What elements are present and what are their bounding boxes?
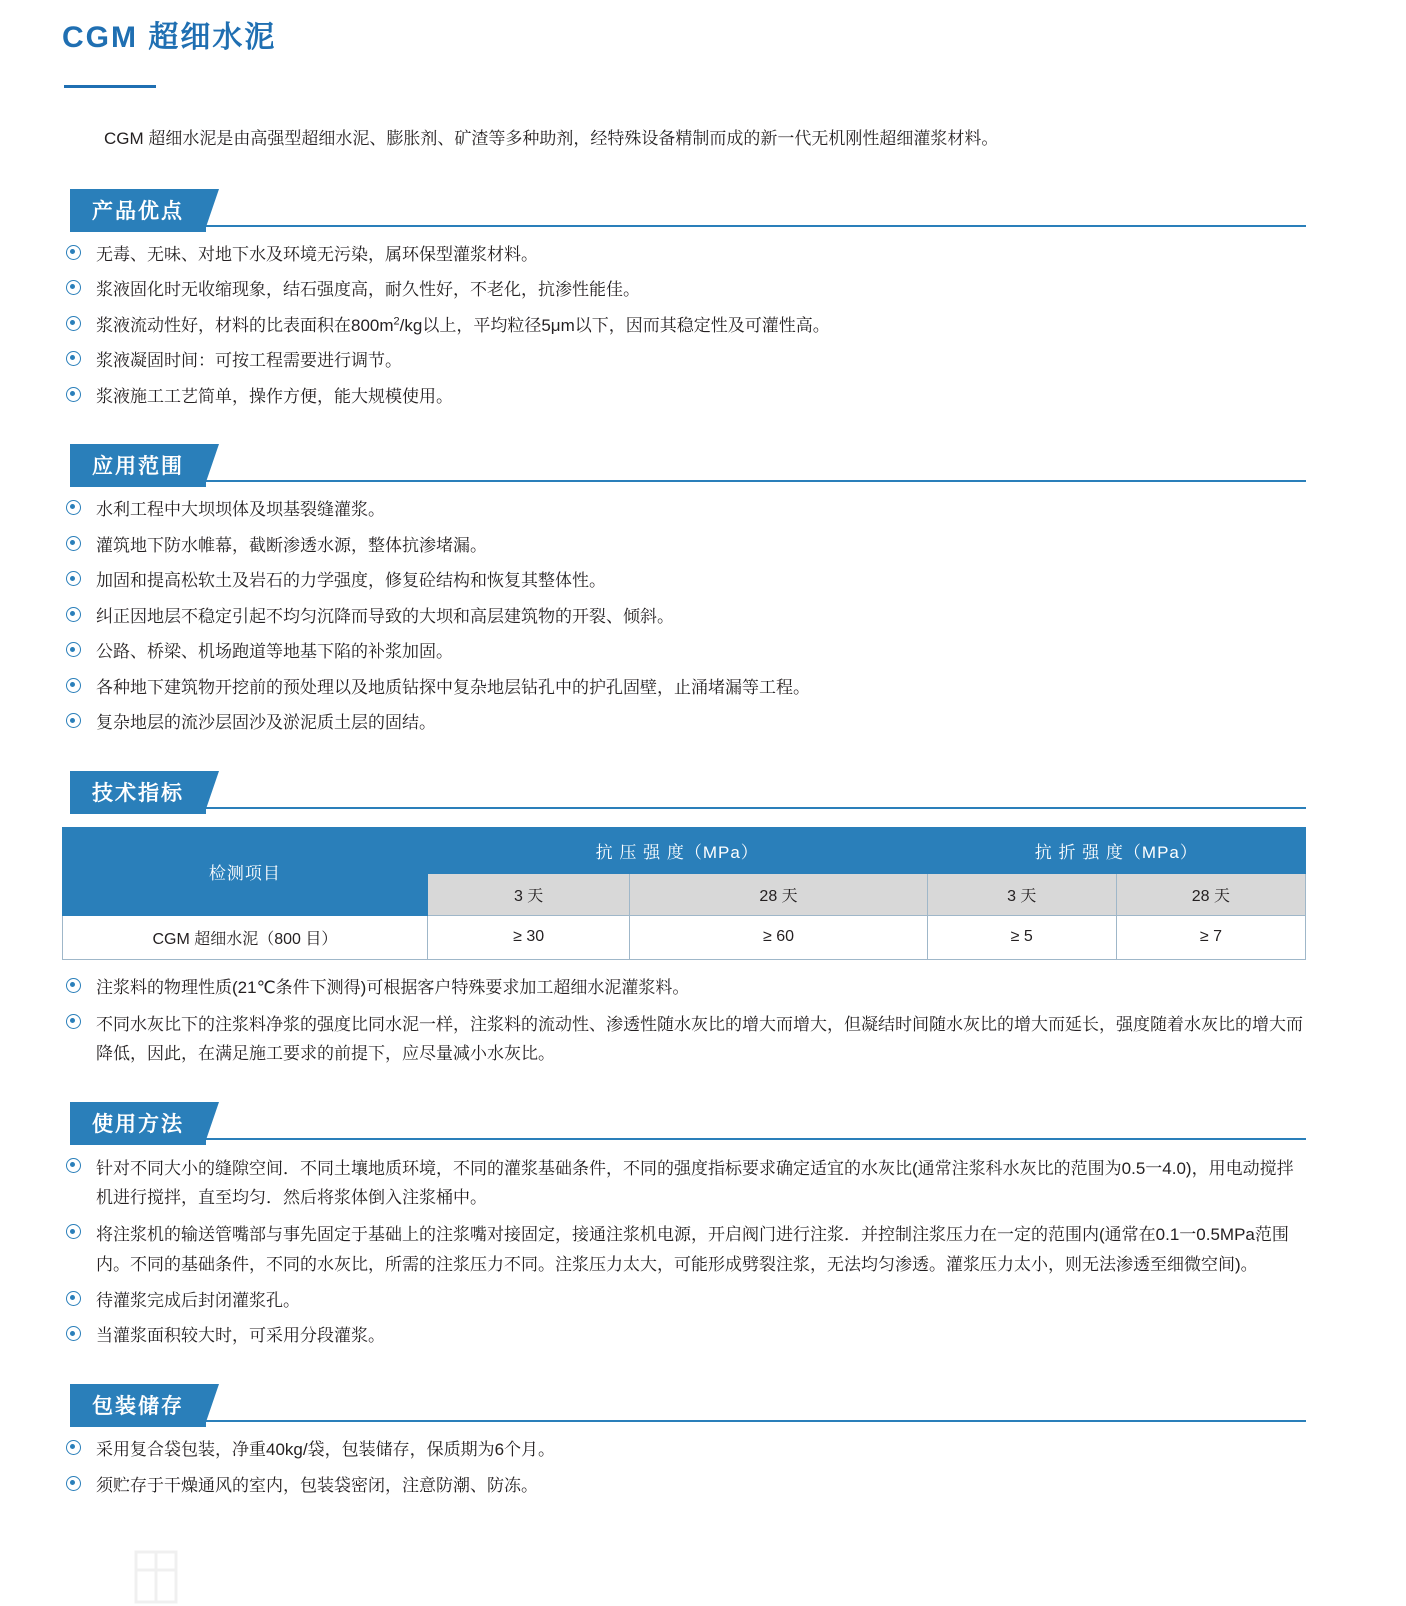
list-item (62, 1322, 1306, 1350)
superscript-two: 2 (393, 315, 400, 327)
table-header-flexural: 抗 折 强 度（MPa） (927, 827, 1305, 873)
list-item-text: 加固和提高松软土及岩石的力学强度，修复砼结构和恢复其整体性。 (96, 571, 606, 591)
table-header-compressive: 抗 压 强 度（MPa） (427, 827, 927, 873)
list-item (62, 1472, 1306, 1500)
list-item (62, 383, 1306, 411)
section-rule (70, 1138, 1306, 1140)
bullet-icon (66, 280, 81, 295)
spec-table (62, 827, 1306, 960)
table-subheader-28d-flexural: 28 天 (1116, 873, 1305, 915)
bullet-icon (66, 607, 81, 622)
list-item-text: 将注浆机的输送管嘴部与事先固定于基础上的注浆嘴对接固定，接通注浆机电源，开启阀门进行注浆．并控制注浆压力在一定的范围内(通常在0.1一0.5MPa范围内。不同的基础条件，不同的水灰比，所需的注浆压力不同。注浆压力太大，可能形成劈裂注浆，无法均匀渗透。灌浆压力太小，则无法渗透至细微空间)。 (96, 1225, 1289, 1274)
bullet-icon (66, 571, 81, 586)
bullet-icon (66, 1476, 81, 1491)
list-item-text: 浆液凝固时间：可按工程需要进行调节。 (96, 351, 402, 371)
table-header-row (63, 827, 1306, 873)
list-item (62, 241, 1306, 269)
bullet-icon (66, 642, 81, 657)
section-header (62, 444, 1306, 482)
watermark-logo-icon (130, 1548, 182, 1606)
list-item (62, 674, 1306, 702)
section-title: 产品优点 (70, 189, 206, 232)
section-rule (70, 225, 1306, 227)
section-header (62, 1102, 1306, 1140)
table-cell-3d-compressive: ≥ 30 (427, 915, 630, 959)
list-item (62, 1287, 1306, 1315)
list-item (62, 603, 1306, 631)
list-item-text: 当灌浆面积较大时，可采用分段灌浆。 (96, 1326, 385, 1346)
section-usage-method (62, 1102, 1306, 1350)
bullet-icon (66, 1291, 81, 1306)
list-item (62, 532, 1306, 560)
section-rule (70, 480, 1306, 482)
list-item-text-suffix: /kg以上，平均粒径5μm以下，因而其稳定性及可灌性高。 (399, 315, 830, 335)
list-item-text: 水利工程中大坝坝体及坝基裂缝灌浆。 (96, 500, 385, 520)
section-product-advantages (62, 189, 1306, 411)
bullet-icon (66, 1440, 81, 1455)
list-item-text: 须贮存于干燥通风的室内，包装袋密闭，注意防潮、防冻。 (96, 1475, 538, 1495)
section-header (62, 771, 1306, 809)
section-header (62, 1384, 1306, 1422)
list-item-text: 公路、桥梁、机场跑道等地基下陷的补浆加固。 (96, 642, 453, 662)
section-rule (70, 807, 1306, 809)
list-item-text: 无毒、无味、对地下水及环境无污染，属环保型灌浆材料。 (96, 244, 538, 264)
bullet-icon (66, 387, 81, 402)
list-item (62, 347, 1306, 375)
table-subheader-28d-compressive: 28 天 (630, 873, 927, 915)
table-row (63, 915, 1306, 959)
list-item (62, 567, 1306, 595)
table-cell-item: CGM 超细水泥（800 目） (63, 915, 428, 959)
table-cell-28d-flexural: ≥ 7 (1116, 915, 1305, 959)
list-item-text: 注浆料的物理性质(21℃条件下测得)可根据客户特殊要求加工超细水泥灌浆料。 (96, 977, 690, 997)
bullet-icon (66, 1014, 81, 1029)
title-underline-rule (64, 85, 156, 88)
list-item (62, 974, 1306, 1002)
bullet-icon (66, 500, 81, 515)
list-item-text: 纠正因地层不稳定引起不均匀沉降而导致的大坝和高层建筑物的开裂、倾斜。 (96, 606, 674, 626)
bullet-icon (66, 536, 81, 551)
bullet-icon (66, 978, 81, 993)
list-item-text-prefix: 浆液流动性好，材料的比表面积在800m (96, 315, 394, 335)
bullet-icon (66, 245, 81, 260)
table-header-item: 检测项目 (63, 827, 428, 915)
page-title: CGM 超细水泥 (62, 21, 277, 54)
section-title: 包装储存 (70, 1384, 206, 1427)
table-cell-3d-flexural: ≥ 5 (927, 915, 1116, 959)
list-item (62, 312, 1306, 340)
list-item-text: 浆液固化时无收缩现象，结石强度高，耐久性好，不老化，抗渗性能佳。 (96, 280, 640, 300)
list-item (62, 709, 1306, 737)
section-packaging-storage (62, 1384, 1306, 1499)
list-item-text: 各种地下建筑物开挖前的预处理以及地质钻探中复杂地层钻孔中的护孔固壁，止涌堵漏等工程。 (96, 677, 810, 697)
list-item-text: 复杂地层的流沙层固沙及淤泥质土层的固结。 (96, 713, 436, 733)
bullet-icon (66, 316, 81, 331)
list-item-text: 不同水灰比下的注浆料净浆的强度比同水泥一样，注浆料的流动性、渗透性随水灰比的增大而增大，但凝结时间随水灰比的增大而延长，强度随着水灰比的增大而降低，因此，在满足施工要求的前提下，应尽量减小水灰比。 (96, 1014, 1303, 1063)
bullet-icon (66, 1158, 81, 1173)
list-item-text: 浆液施工工艺简单，操作方便，能大规模使用。 (96, 386, 453, 406)
intro-paragraph: CGM 超细水泥是由高强型超细水泥、膨胀剂、矿渣等多种助剂，经特殊设备精制而成的新一代无机刚性超细灌浆材料。 (104, 129, 999, 148)
application-list (62, 496, 1306, 737)
bullet-icon (66, 1224, 81, 1239)
usage-list (62, 1154, 1306, 1350)
advantages-list (62, 241, 1306, 411)
list-item (62, 1220, 1306, 1278)
section-technical-specs (62, 771, 1306, 1068)
section-title: 使用方法 (70, 1102, 206, 1145)
bullet-icon (66, 678, 81, 693)
packaging-list (62, 1436, 1306, 1499)
bullet-icon (66, 713, 81, 728)
section-rule (70, 1420, 1306, 1422)
list-item-text: 针对不同大小的缝隙空间．不同土壤地质环境，不同的灌浆基础条件，不同的强度指标要求确定适宜的水灰比(通常注浆科水灰比的范围为0.5一4.0)，用电动搅拌机进行搅拌，直至均匀．然后将浆体倒入注浆桶中。 (96, 1158, 1294, 1208)
section-application-scope (62, 444, 1306, 737)
bullet-icon (66, 351, 81, 366)
table-cell-28d-compressive: ≥ 60 (630, 915, 927, 959)
section-header (62, 189, 1306, 227)
list-item (62, 276, 1306, 304)
list-item (62, 1154, 1306, 1212)
list-item (62, 1010, 1306, 1068)
table-subheader-3d-compressive: 3 天 (427, 873, 630, 915)
section-title: 技术指标 (70, 771, 206, 814)
bullet-icon (66, 1326, 81, 1341)
list-item (62, 638, 1306, 666)
list-item (62, 496, 1306, 524)
list-item-text: 灌筑地下防水帷幕，截断渗透水源，整体抗渗堵漏。 (96, 535, 487, 555)
list-item (62, 1436, 1306, 1464)
section-title: 应用范围 (70, 444, 206, 487)
table-subheader-3d-flexural: 3 天 (927, 873, 1116, 915)
spec-notes-list (62, 974, 1306, 1068)
list-item-text: 待灌浆完成后封闭灌浆孔。 (96, 1290, 300, 1310)
list-item-text: 采用复合袋包装，净重40kg/袋，包装储存，保质期为6个月。 (96, 1439, 556, 1459)
